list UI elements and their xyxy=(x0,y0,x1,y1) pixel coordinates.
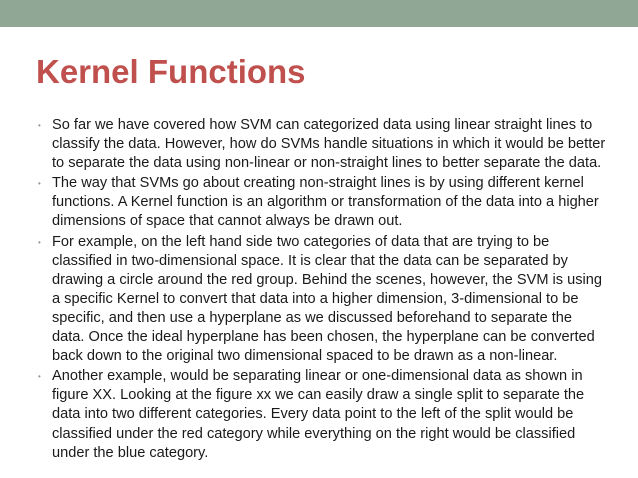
bullet-dot-icon: • xyxy=(38,372,41,382)
bullet-item xyxy=(38,233,606,367)
slide-title: Kernel Functions xyxy=(36,53,306,90)
top-decorative-band xyxy=(0,0,638,27)
bullet-item xyxy=(38,116,606,173)
bullet-dot-icon: • xyxy=(38,237,41,247)
bullet-text: Another example, would be separating linear or one-dimensional data as shown in figure XX. Looking at the figure xx we can easily draw a single split to separate the data into two different categories. Every data point to the left of the split would be classified under the red category while everything on the right would be classified under the blue category. xyxy=(52,368,585,461)
bullet-text: So far we have covered how SVM can categorized data using linear straight lines to classify the data. However, how do SVMs handle situations in which it would be better to separate the data using non-linear or non-straight lines to better separate the data. xyxy=(52,117,606,172)
bullet-list xyxy=(38,116,606,463)
bullet-text: The way that SVMs go about creating non-straight lines is by using different kernel functions. A Kernel function is an algorithm or transformation of the data into a higher dimensions of space that cannot always be drawn out. xyxy=(52,175,599,230)
bullet-dot-icon: • xyxy=(38,121,41,130)
bullet-item xyxy=(38,367,606,462)
bullet-item xyxy=(38,174,606,231)
bullet-text: For example, on the left hand side two categories of data that are trying to be classified in two-dimensional space. It is clear that the data can be separated by drawing a circle around the red group. Behind the scenes, however, the SVM is using a specific Kernel to convert that data into a higher dimension, 3-dimensional to be specific, and then use a hyperplane as we discussed beforehand to separate the data. Once the ideal hyperplane has been chosen, the hyperplane can be converted back down to the original two dimensional spaced to be drawn as a non-linear. xyxy=(52,233,603,365)
bullet-dot-icon: • xyxy=(38,179,41,189)
